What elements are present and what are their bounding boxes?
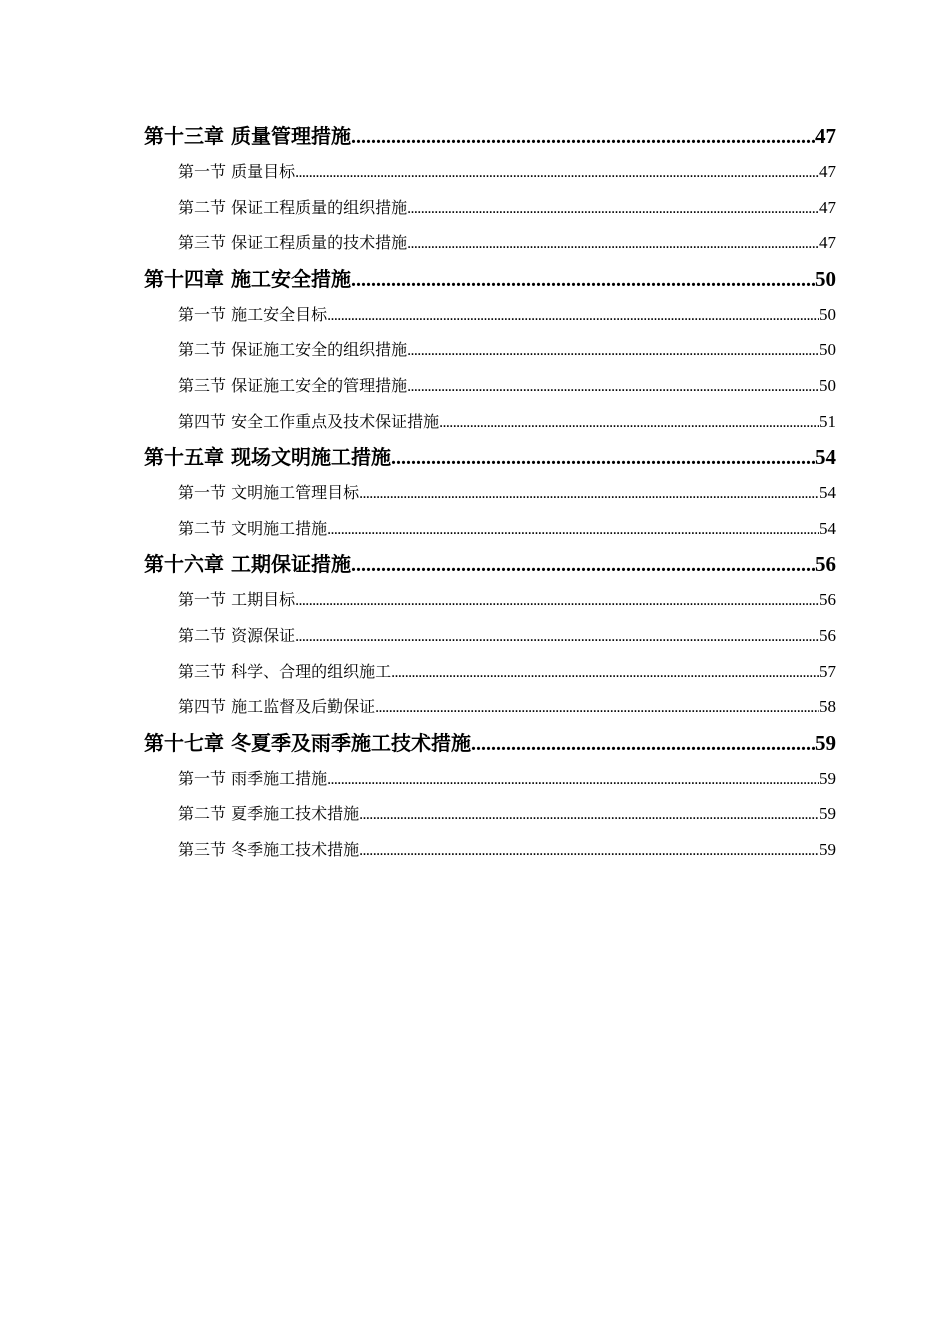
toc-section[interactable] (144, 618, 836, 654)
toc-entry-title: 第二节 保证工程质量的组织措施 (178, 197, 408, 217)
dot-leader (295, 583, 819, 618)
dot-leader (407, 333, 819, 368)
toc-page-number: 59 (815, 730, 836, 755)
toc-section[interactable] (144, 832, 836, 868)
toc-entry-title: 第四节 安全工作重点及技术保证措施 (178, 411, 440, 431)
toc-entry-title: 第一节 雨季施工措施 (178, 768, 328, 788)
toc-section[interactable] (144, 297, 836, 333)
toc-page-number: 54 (819, 483, 836, 503)
dot-leader (351, 547, 815, 582)
toc-section[interactable] (144, 796, 836, 832)
table-of-contents (144, 118, 836, 868)
toc-page-number: 56 (815, 552, 836, 577)
dot-leader (375, 690, 819, 725)
toc-entry-title: 第三节 冬季施工技术措施 (178, 839, 360, 859)
toc-entry-title: 第一节 文明施工管理目标 (178, 483, 360, 503)
toc-entry-title: 第十七章 冬夏季及雨季施工技术措施 (144, 730, 471, 755)
toc-chapter-15[interactable] (144, 439, 836, 475)
toc-section[interactable] (144, 511, 836, 547)
toc-page-number: 59 (819, 839, 836, 859)
toc-page-number: 56 (819, 590, 836, 610)
toc-page-number: 47 (819, 233, 836, 253)
toc-entry-title: 第三节 保证施工安全的管理措施 (178, 375, 408, 395)
dot-leader (327, 762, 819, 797)
toc-entry-title: 第十六章 工期保证措施 (144, 552, 351, 577)
toc-chapter-16[interactable] (144, 546, 836, 582)
dot-leader (391, 655, 819, 690)
dot-leader (327, 512, 819, 547)
toc-section[interactable] (144, 404, 836, 440)
toc-page-number: 50 (819, 304, 836, 324)
toc-page-number: 51 (819, 411, 836, 431)
dot-leader (295, 619, 819, 654)
toc-entry-title: 第一节 质量目标 (178, 162, 296, 181)
dot-leader (439, 405, 819, 440)
dot-leader (351, 262, 815, 297)
toc-page-number: 54 (819, 518, 836, 538)
toc-section[interactable] (144, 332, 836, 368)
toc-entry-title: 第二节 夏季施工技术措施 (178, 804, 360, 824)
toc-page-number: 57 (819, 661, 836, 681)
toc-section[interactable] (144, 689, 836, 725)
toc-entry-title: 第十三章 质量管理措施 (144, 124, 351, 148)
toc-section[interactable] (144, 190, 836, 226)
toc-page-number: 54 (815, 445, 836, 470)
toc-page-number: 47 (819, 197, 836, 217)
toc-entry-title: 第二节 资源保证 (178, 625, 296, 645)
dot-leader (407, 226, 819, 261)
toc-section[interactable] (144, 654, 836, 690)
dot-leader (359, 797, 819, 832)
toc-page-number: 58 (819, 697, 836, 717)
toc-page-number: 59 (819, 804, 836, 824)
toc-chapter-17[interactable] (144, 725, 836, 761)
dot-leader (407, 369, 819, 404)
toc-entry-title: 第三节 保证工程质量的技术措施 (178, 233, 408, 253)
toc-section[interactable] (144, 475, 836, 511)
dot-leader (359, 476, 819, 511)
toc-entry-title: 第二节 文明施工措施 (178, 518, 328, 538)
toc-page-number: 50 (819, 375, 836, 395)
toc-page-number: 47 (815, 124, 836, 148)
toc-entry-title: 第三节 科学、合理的组织施工 (178, 661, 392, 681)
dot-leader (327, 298, 819, 333)
toc-entry-title: 第十五章 现场文明施工措施 (144, 445, 391, 470)
toc-page-number: 59 (819, 768, 836, 788)
dot-leader (407, 191, 819, 226)
dot-leader (351, 119, 815, 154)
toc-section[interactable] (144, 368, 836, 404)
toc-section[interactable] (144, 582, 836, 618)
dot-leader (471, 726, 815, 761)
toc-page-number: 50 (815, 266, 836, 291)
toc-page-number: 50 (819, 340, 836, 360)
toc-page-number: 47 (819, 162, 836, 181)
dot-leader (391, 440, 815, 475)
toc-entry-title: 第一节 工期目标 (178, 590, 296, 610)
dot-leader (295, 155, 819, 190)
toc-section[interactable] (144, 761, 836, 797)
toc-page-number: 56 (819, 625, 836, 645)
toc-entry-title: 第四节 施工监督及后勤保证 (178, 697, 376, 717)
toc-section[interactable] (144, 154, 836, 190)
toc-section[interactable] (144, 225, 836, 261)
toc-entry-title: 第二节 保证施工安全的组织措施 (178, 340, 408, 360)
toc-entry-title: 第一节 施工安全目标 (178, 304, 328, 324)
dot-leader (359, 833, 819, 868)
toc-chapter-13[interactable] (144, 118, 836, 154)
toc-entry-title: 第十四章 施工安全措施 (144, 266, 351, 291)
toc-chapter-14[interactable] (144, 261, 836, 297)
